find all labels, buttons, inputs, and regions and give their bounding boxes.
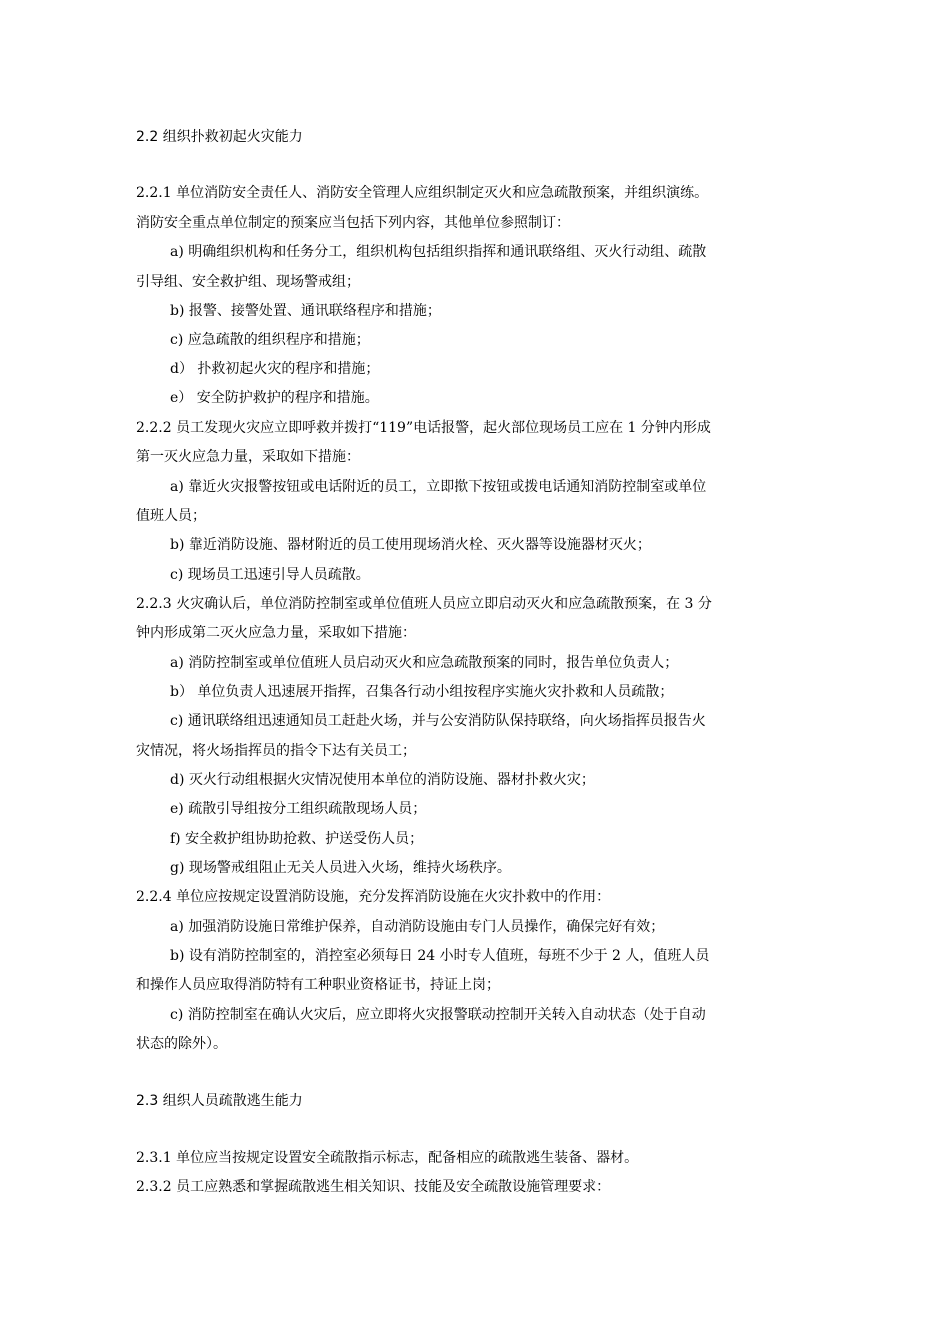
item-2-2-4-b-line-2: 和操作人员应取得消防特有工种职业资格证书，持证上岗； (136, 977, 500, 993)
item-2-2-1-d: d） 扑救初起火灾的程序和措施； (170, 361, 380, 377)
item-2-2-4-c-line-2: 状态的除外）。 (136, 1036, 227, 1052)
para-2-2-4-line-1: 2.2.4 单位应按规定设置消防设施，充分发挥消防设施在火灾扑救中的作用： (136, 889, 611, 905)
item-2-2-4-c-line-1: c) 消防控制室在确认火灾后，应立即将火灾报警联动控制开关转入自动状态（处于自动 (170, 1007, 706, 1023)
item-2-2-4-b-line-1: b) 设有消防控制室的，消控室必须每日 24 小时专人值班，每班不少于 2 人，值班人员 (170, 948, 710, 964)
item-2-2-1-e: e） 安全防护救护的程序和措施。 (170, 390, 379, 406)
item-2-2-1-b: b) 报警、接警处置、通讯联络程序和措施； (170, 303, 441, 319)
item-2-2-2-b: b) 靠近消防设施、器材附近的员工使用现场消火栓、灭火器等设施器材灭火； (170, 537, 651, 553)
section-2-3-heading: 2.3 组织人员疏散逃生能力 (136, 1093, 303, 1109)
para-2-2-2-line-1: 2.2.2 员工发现火灾应立即呼救并拨打“119”电话报警，起火部位现场员工应在 1 分钟内形成 (136, 420, 711, 436)
item-2-2-1-a-line-2: 引导组、安全救护组、现场警戒组； (136, 274, 360, 290)
item-2-2-2-a-line-2: 值班人员； (136, 508, 206, 524)
item-2-2-3-d: d) 灭火行动组根据火灾情况使用本单位的消防设施、器材扑救火灾； (170, 772, 595, 788)
para-2-3-2: 2.3.2 员工应熟悉和掌握疏散逃生相关知识、技能及安全疏散设施管理要求： (136, 1179, 611, 1195)
item-2-2-4-a: a) 加强消防设施日常维护保养，自动消防设施由专门人员操作，确保完好有效； (170, 919, 665, 935)
item-2-2-3-c-line-2: 灾情况，将火场指挥员的指令下达有关员工； (136, 743, 416, 759)
item-2-2-3-e: e) 疏散引导组按分工组织疏散现场人员； (170, 801, 427, 817)
item-2-2-3-c-line-1: c) 通讯联络组迅速通知员工赶赴火场，并与公安消防队保持联络，向火场指挥员报告火 (170, 713, 706, 729)
para-2-2-1-line-1: 2.2.1 单位消防安全责任人、消防安全管理人应组织制定灭火和应急疏散预案，并组织演练。 (136, 185, 709, 201)
item-2-2-3-a: a) 消防控制室或单位值班人员启动灭火和应急疏散预案的同时，报告单位负责人； (170, 655, 679, 671)
item-2-2-3-f: f) 安全救护组协助抢救、护送受伤人员； (170, 831, 424, 847)
para-2-2-1-line-2: 消防安全重点单位制定的预案应当包括下列内容，其他单位参照制订： (136, 215, 570, 231)
para-2-2-2-line-2: 第一灭火应急力量，采取如下措施： (136, 449, 360, 465)
item-2-2-2-c: c) 现场员工迅速引导人员疏散。 (170, 567, 370, 583)
item-2-2-3-b: b） 单位负责人迅速展开指挥，召集各行动小组按程序实施火灾扑救和人员疏散； (170, 684, 674, 700)
section-2-2-heading: 2.2 组织扑救初起火灾能力 (136, 129, 303, 145)
para-2-3-1: 2.3.1 单位应当按规定设置安全疏散指示标志，配备相应的疏散逃生装备、器材。 (136, 1150, 639, 1166)
item-2-2-1-c: c) 应急疏散的组织程序和措施； (170, 332, 370, 348)
para-2-2-3-line-2: 钟内形成第二灭火应急力量，采取如下措施： (136, 625, 416, 641)
item-2-2-3-g: g) 现场警戒组阻止无关人员进入火场，维持火场秩序。 (170, 860, 511, 876)
item-2-2-1-a-line-1: a) 明确组织机构和任务分工，组织机构包括组织指挥和通讯联络组、灭火行动组、疏散 (170, 244, 707, 260)
item-2-2-2-a-line-1: a) 靠近火灾报警按钮或电话附近的员工，立即揿下按钮或拨电话通知消防控制室或单位 (170, 479, 707, 495)
para-2-2-3-line-1: 2.2.3 火灾确认后，单位消防控制室或单位值班人员应立即启动灭火和应急疏散预案，在 3 分 (136, 596, 712, 612)
